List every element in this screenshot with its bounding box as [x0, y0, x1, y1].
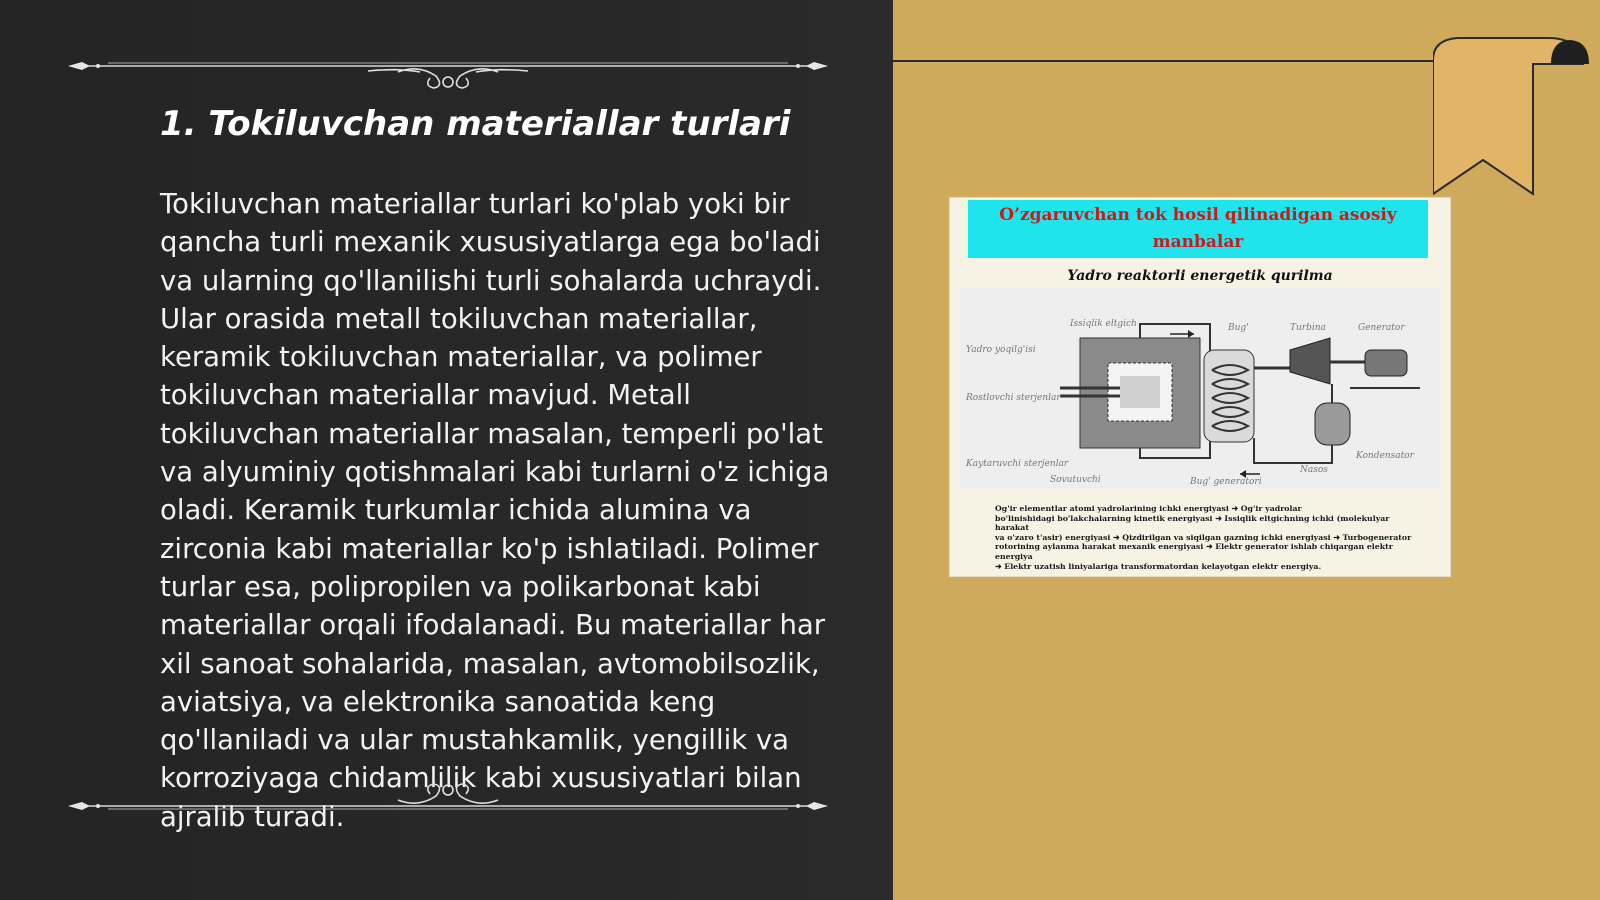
label-nasos: Nasos — [1300, 465, 1328, 475]
top-ornament-divider — [68, 42, 828, 90]
decorative-rule — [893, 60, 1438, 62]
label-turbina: Turbina — [1290, 323, 1326, 333]
label-rostlovchi: Rostlovchi sterjenlar — [966, 393, 1061, 403]
label-kaytaruvchi: Kaytaruvchi sterjenlar — [966, 459, 1069, 469]
slide-body-text: Tokiluvchan materiallar turlari ko'plab yoki bir qancha turli mexanik xususiyatlarga ega bo'ladi va ularning qo'llanilishi turli sohalarda uchraydi. Ular orasida metall tokiluvchan materiallar, keramik tokiluvchan materiallar, va polimer tokiluvchan materiallar mavjud. Metall tokiluvchan materiallar masalan, temperli po'lat va alyuminiy qotishmalari kabi turlarni o'z ichiga oladi. Keramik turkumlar ichida alumina va zirconia kabi materiallar ko'p ishlatiladi. Polimer turlar esa, polipropilen va polikarbonat kabi materiallar orqali ifodalanadi. Bu materiallar har xil sanoat sohalarida, masalan, avtomobilsozlik, aviatsiya, va elektronika sanoatida keng qo'llaniladi va ular mustahkamlik, yengillik va korroziyaga chidamlilik kabi xususiyatlari bilan ajralib turadi. — [160, 188, 830, 833]
figure-banner — [968, 200, 1428, 258]
reactor-diagram — [960, 288, 1440, 488]
label-kondensator: Kondensator — [1356, 451, 1414, 461]
image-panel — [893, 0, 1600, 900]
bookmark-ribbon-icon — [1433, 34, 1593, 204]
label-bug: Bug' — [1228, 323, 1249, 333]
caption-line: va o'zaro t'asir) energiyasi ➜ Qizdirilgan va siqilgan gazning ichki energiyasi ➜ Turbogenerator — [995, 532, 1412, 542]
label-yoqilgi: Yadro yoqilg'isi — [966, 345, 1036, 355]
caption-line: ➜ Elektr uzatish liniyalariga transformatordan kelayotgan elektr energiya. — [995, 561, 1322, 571]
figure-subtitle: Yadro reaktorli energetik qurilma — [1067, 268, 1333, 284]
label-sovutuvchi: Sovutuvchi — [1050, 475, 1101, 485]
slide-title: 1. Tokiluvchan materiallar turlari — [160, 104, 791, 144]
reactor-figure — [950, 198, 1450, 576]
caption-line: rotorining aylanma harakat mexanik energiyasi ➜ Elektr generator ishlab chiqargan elektr energiya — [995, 542, 1393, 561]
figure-banner-text: O’zgaruvchan tok hosil qilinadigan asosiy manbalar — [999, 205, 1397, 252]
label-bug-generator: Bug' generatori — [1190, 477, 1262, 487]
figure-caption — [995, 504, 1425, 571]
label-generator: Generator — [1358, 323, 1405, 333]
label-issiqlik-eltgich: Issiqlik eltgich — [1070, 319, 1137, 329]
caption-line: Og'ir elementlar atomi yadrolarining ichki energiyasi ➜ Og'ir yadrolar — [995, 504, 1302, 513]
bottom-ornament-divider — [68, 782, 828, 830]
caption-line: bo'linishidagi bo'lakchalarning kinetik energiyasi ➜ Issiqlik eltgichning ichki (molekulyar harakat — [995, 513, 1390, 533]
